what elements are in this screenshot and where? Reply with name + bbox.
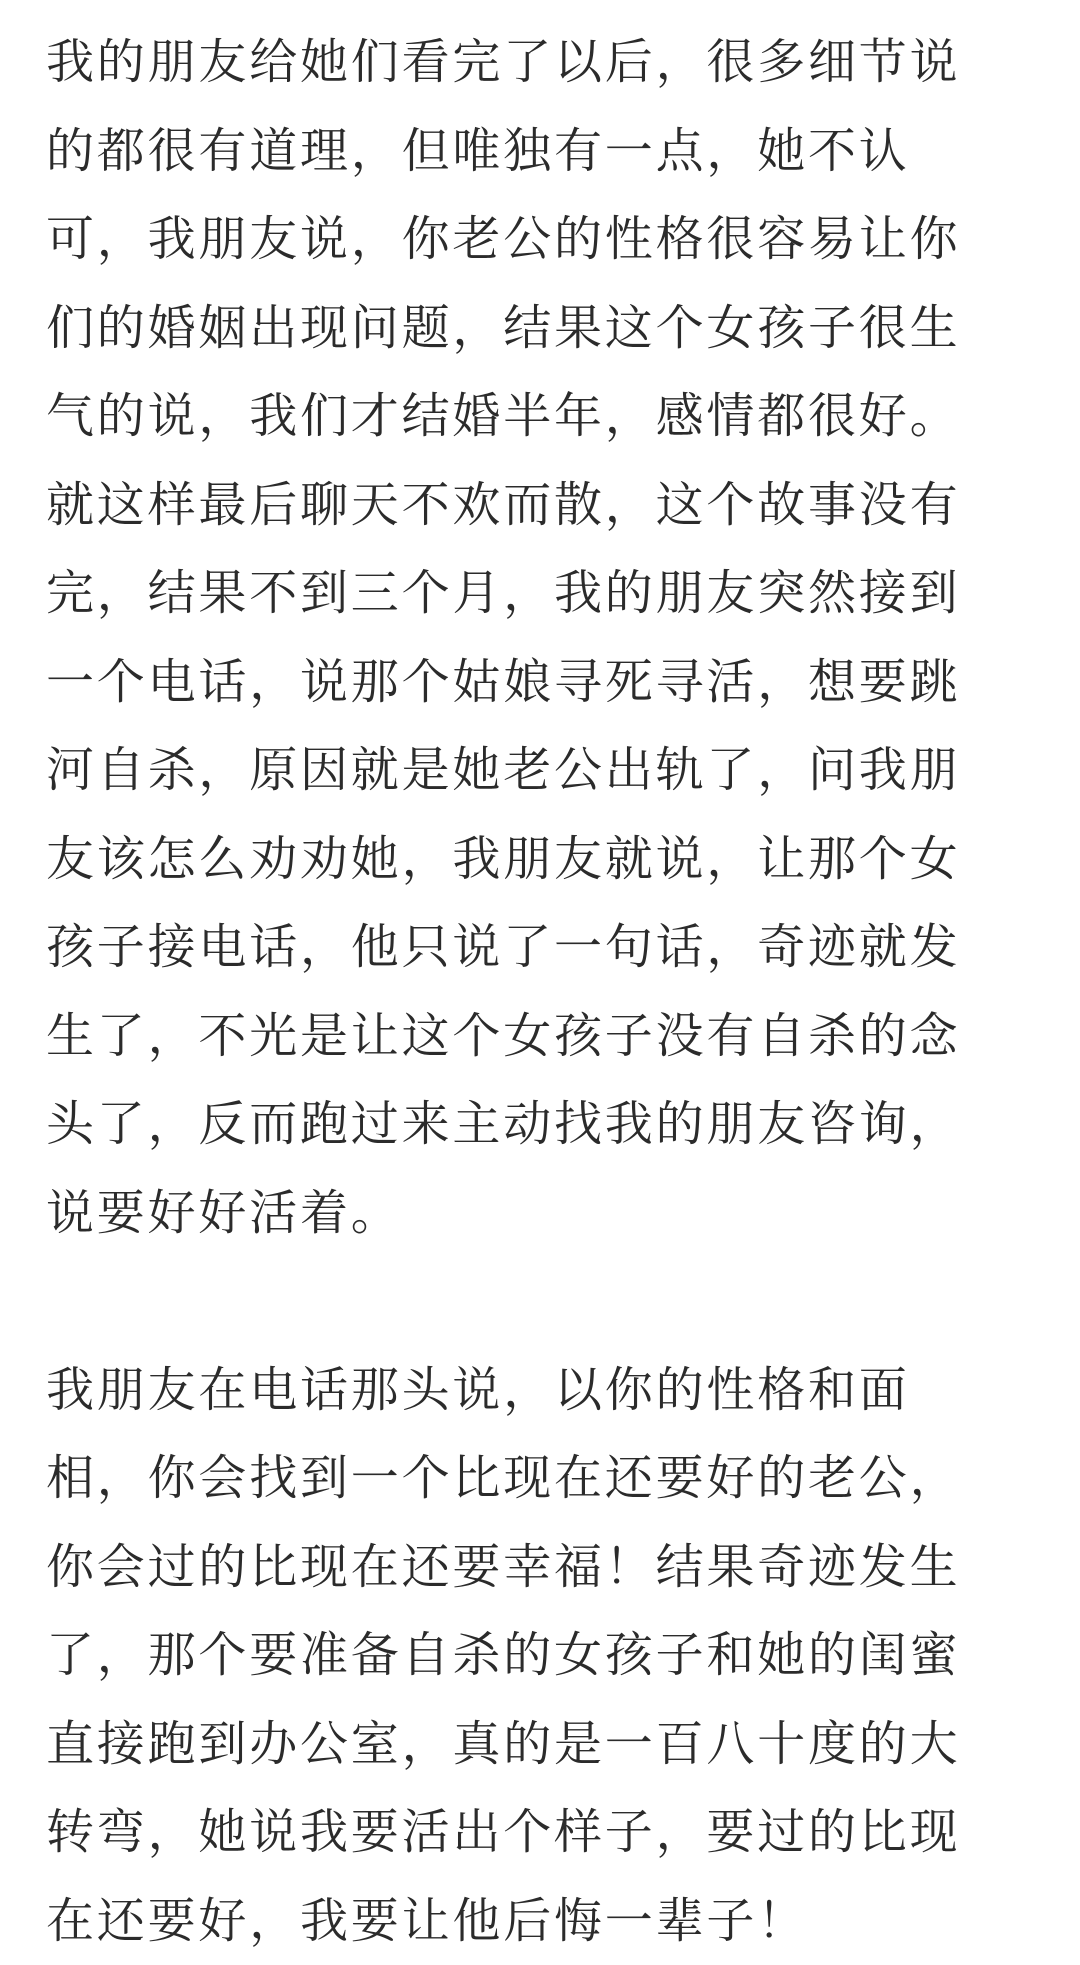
article-body [46, 18, 1046, 1965]
text-line: 友该怎么劝劝她，我朋友就说，让那个女 [46, 815, 1046, 904]
text-line: 你会过的比现在还要幸福！结果奇迹发生 [46, 1523, 1046, 1612]
text-line: 就这样最后聊天不欢而散，这个故事没有 [46, 461, 1046, 550]
text-line: 在还要好，我要让他后悔一辈子！ [46, 1877, 1046, 1965]
text-line: 的都很有道理，但唯独有一点，她不认 [46, 107, 1046, 196]
text-line: 们的婚姻出现问题，结果这个女孩子很生 [46, 284, 1046, 373]
text-line: 头了，反而跑过来主动找我的朋友咨询， [46, 1080, 1046, 1169]
text-line: 转弯，她说我要活出个样子，要过的比现 [46, 1788, 1046, 1877]
text-line: 一个电话，说那个姑娘寻死寻活，想要跳 [46, 638, 1046, 727]
text-line: 我的朋友给她们看完了以后，很多细节说 [46, 18, 1046, 107]
text-line: 直接跑到办公室，真的是一百八十度的大 [46, 1700, 1046, 1789]
text-line: 生了，不光是让这个女孩子没有自杀的念 [46, 992, 1046, 1081]
text-line: 了，那个要准备自杀的女孩子和她的闺蜜 [46, 1611, 1046, 1700]
text-line: 相，你会找到一个比现在还要好的老公， [46, 1434, 1046, 1523]
text-line: 河自杀，原因就是她老公出轨了，问我朋 [46, 726, 1046, 815]
paragraph-1 [46, 18, 1046, 1257]
text-line: 说要好好活着。 [46, 1169, 1046, 1258]
text-line: 完，结果不到三个月，我的朋友突然接到 [46, 549, 1046, 638]
text-line: 我朋友在电话那头说，以你的性格和面 [46, 1346, 1046, 1435]
paragraph-2 [46, 1346, 1046, 1965]
text-line: 气的说，我们才结婚半年，感情都很好。 [46, 372, 1046, 461]
text-line: 孩子接电话，他只说了一句话，奇迹就发 [46, 903, 1046, 992]
paragraph-spacer [46, 1257, 1046, 1346]
text-line: 可，我朋友说，你老公的性格很容易让你 [46, 195, 1046, 284]
